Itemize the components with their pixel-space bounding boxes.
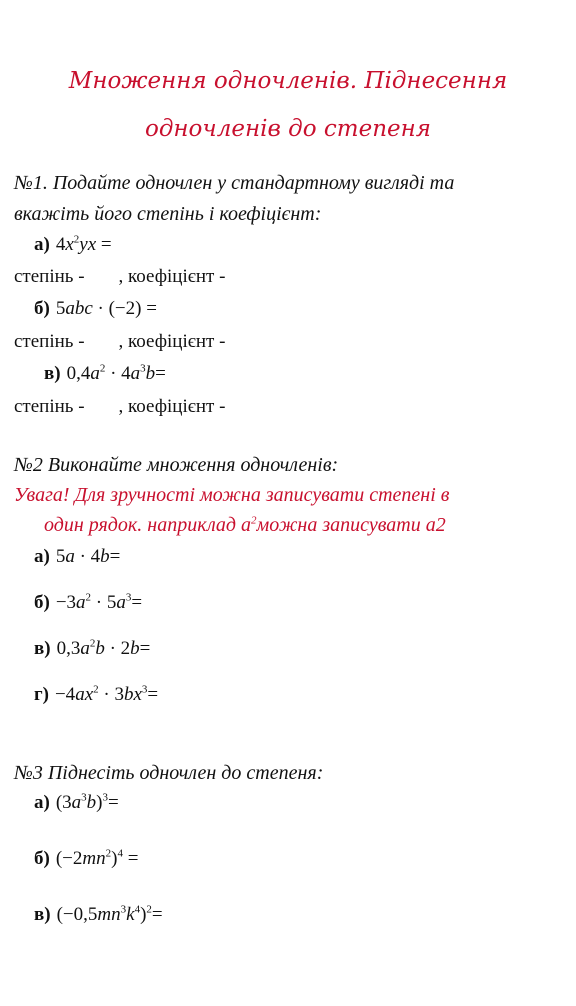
task2-item-d: [34, 684, 158, 706]
item-letter: б): [34, 298, 50, 319]
page-title: Множення одночленів. Піднесення: [68, 68, 508, 94]
item-letter: в): [44, 363, 61, 384]
task1-answer-c: [14, 396, 225, 418]
coef-label: , коефіцієнт -: [118, 331, 226, 352]
formula: $-4ax^2 \cdot 3bx^3=$: [54, 683, 159, 705]
page-subtitle: одночленів до степеня: [144, 116, 432, 142]
task1-header-cont: вкажіть його степінь і коефіцієнт:: [14, 203, 322, 225]
formula: $(3a^3b)^3=$: [55, 791, 119, 813]
degree-label: степінь -: [14, 266, 85, 287]
degree-label: степінь -: [14, 396, 85, 417]
task2-item-c: [34, 638, 150, 660]
formula: $4x^2yx$ =: [55, 233, 112, 255]
task1-item-c: [44, 363, 166, 385]
task3-item-c: [34, 904, 163, 926]
item-letter: в): [34, 904, 51, 925]
item-letter: а): [34, 792, 50, 813]
warning-text-a: один рядок. наприклад a: [44, 514, 252, 536]
task2-header: №2 Виконайте множення одночленів:: [14, 454, 339, 476]
task2-warning-cont: [44, 514, 446, 537]
item-letter: г): [34, 684, 49, 705]
item-letter: в): [34, 638, 51, 659]
task1-header: №1. Подайте одночлен у стандартному вигляді та: [14, 172, 455, 194]
formula: $-3a^2 \cdot 5a^3=$: [55, 591, 143, 613]
coef-label: , коефіцієнт -: [118, 396, 226, 417]
degree-label: степінь -: [14, 331, 85, 352]
formula: $(-2mn^2)^4$ =: [55, 847, 139, 869]
task3-item-b: [34, 848, 138, 870]
task2-item-b: [34, 592, 142, 614]
task1-item-a: [34, 234, 112, 256]
item-letter: б): [34, 848, 50, 869]
coef-label: , коефіцієнт -: [118, 266, 226, 287]
task3-header: №3 Піднесіть одночлен до степеня:: [14, 762, 324, 784]
task1-item-b: [34, 298, 157, 320]
formula: 5abc · (−2) =: [55, 298, 157, 319]
task1-answer-b: [14, 331, 225, 353]
warning-sup: 2: [251, 514, 257, 527]
task1-answer-a: [14, 266, 225, 288]
formula: 5a · 4b=: [55, 546, 121, 567]
item-letter: б): [34, 592, 50, 613]
item-letter: а): [34, 546, 50, 567]
warning-text-b: можна записувати a2: [256, 514, 446, 536]
formula: $0,3a^2b \cdot 2b=$: [56, 637, 151, 659]
formula: $(-0,5mn^3k^4)^2=$: [56, 903, 163, 925]
task2-item-a: [34, 546, 120, 568]
item-letter: а): [34, 234, 50, 255]
task3-item-a: [34, 792, 119, 814]
task2-warning: Увага! Для зручності можна записувати степені в: [14, 484, 450, 506]
formula: $0,4a^2 \cdot 4a^3b=$: [66, 362, 166, 384]
